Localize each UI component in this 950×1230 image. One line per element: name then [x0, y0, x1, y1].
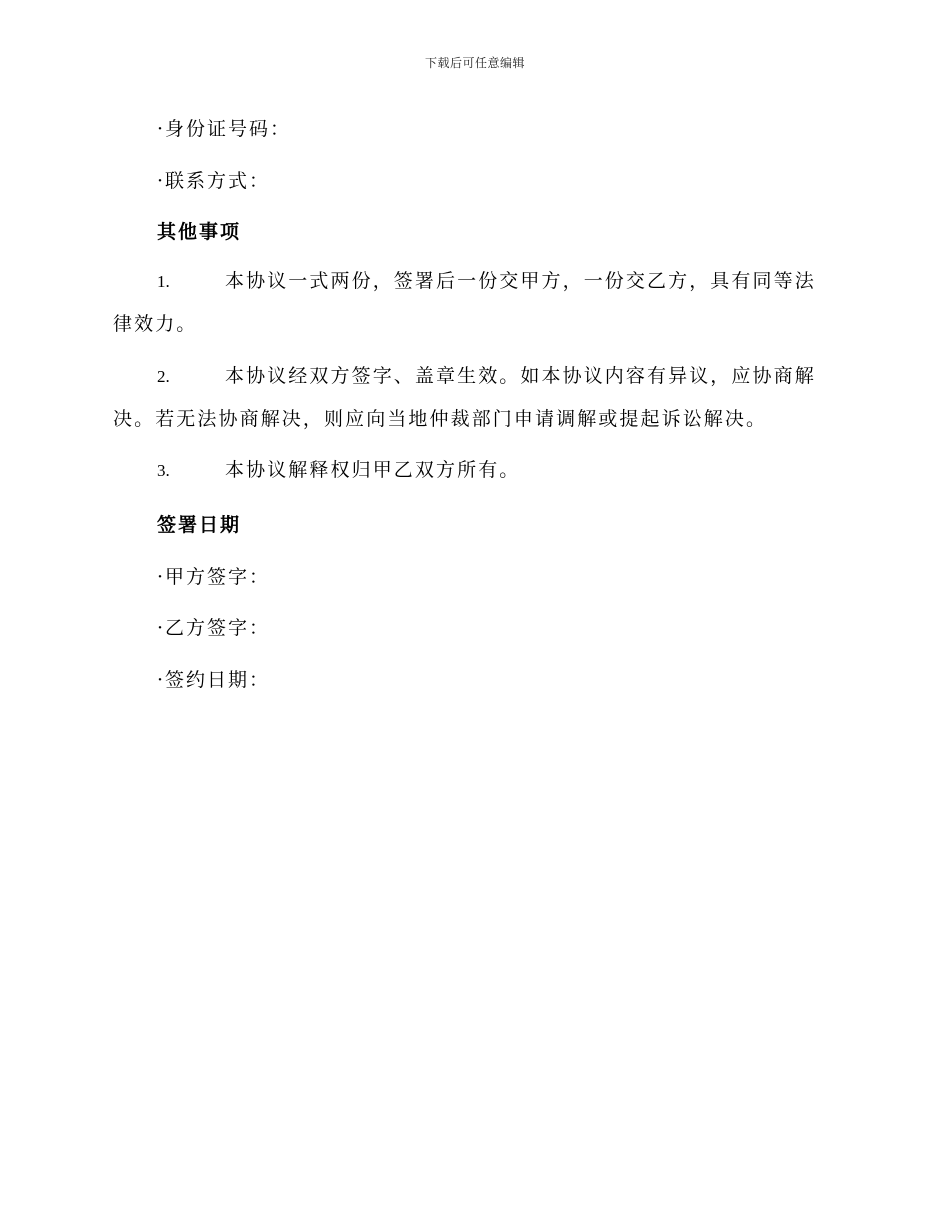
signing-heading: 签署日期: [157, 514, 242, 536]
clause-text: 本协议一式两份，签署后一份交甲方，一份交乙方，具有同等法律效力。: [113, 270, 816, 335]
field-label: 身份证号码：: [165, 118, 292, 140]
clause-text: 本协议解释权归甲乙双方所有。: [225, 459, 521, 481]
party-b-signature-field: [157, 613, 270, 640]
bullet-icon: ·: [157, 170, 164, 192]
field-label: 甲方签字：: [165, 566, 271, 588]
clause-number: 2.: [157, 367, 170, 386]
bullet-icon: ·: [157, 118, 164, 140]
signing-date-field: [157, 665, 270, 692]
id-number-field: [157, 114, 291, 141]
bullet-icon: ·: [157, 617, 164, 639]
clause-2: [113, 355, 833, 441]
field-label: 签约日期：: [165, 669, 271, 691]
clause-text: 本协议经双方签字、盖章生效。如本协议内容有异议，应协商解决。若无法协商解决，则应向当地仲裁部门申请调解或提起诉讼解决。: [113, 365, 816, 430]
clause-3: [113, 449, 833, 492]
bullet-icon: ·: [157, 669, 164, 691]
page-header: 下载后可任意编辑: [424, 56, 525, 70]
contact-field: [157, 166, 270, 193]
clause-number: 1.: [157, 272, 170, 291]
bullet-icon: ·: [157, 566, 164, 588]
party-a-signature-field: [157, 562, 270, 589]
field-label: 乙方签字：: [165, 617, 271, 639]
other-matters-heading: 其他事项: [157, 221, 242, 243]
field-label: 联系方式：: [165, 170, 271, 192]
clause-1: [113, 260, 833, 346]
clause-number: 3.: [157, 461, 170, 480]
